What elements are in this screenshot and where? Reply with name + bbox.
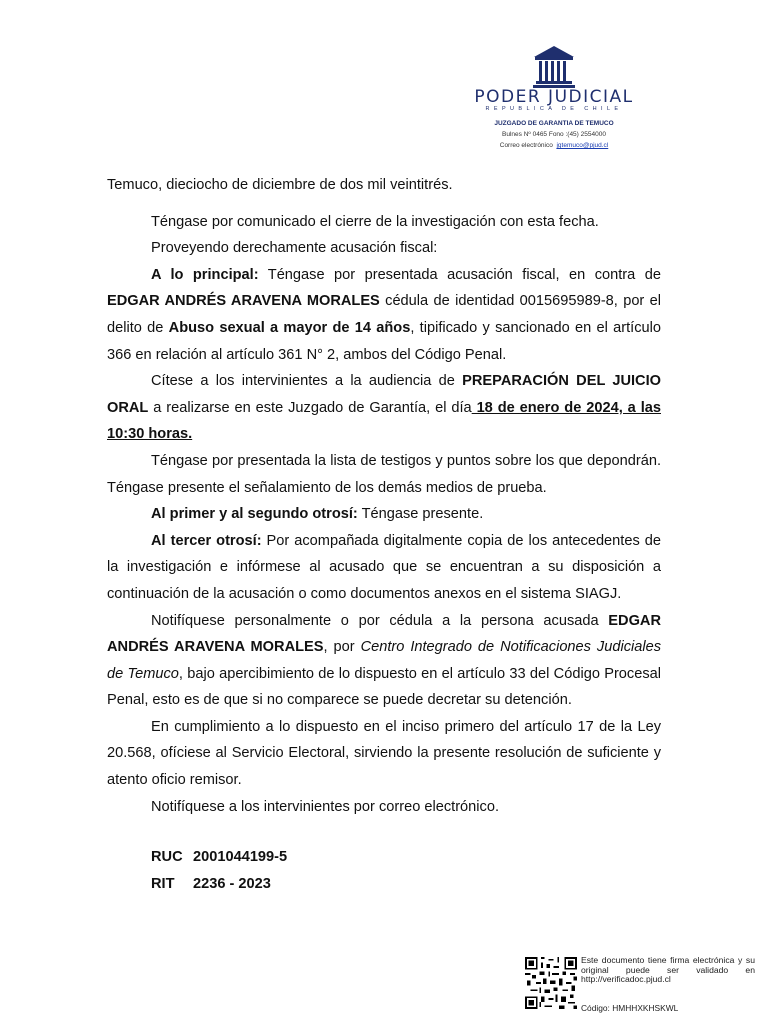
court-email <box>458 140 650 151</box>
electronic-signature <box>525 956 765 1016</box>
paragraph-closing: Téngase por comunicado el cierre de la investigación con esta fecha. <box>151 213 599 230</box>
ruc-value: 2001044199-5 <box>193 849 288 866</box>
label-otrosi-1-2: Al primer y al segundo otrosí: <box>151 506 358 523</box>
resolution-body <box>107 172 661 897</box>
verification-code: Código: HMHHXKHSKWL <box>581 1003 679 1013</box>
paragraph-witnesses: Téngase por presentada la lista de testigos y puntos sobre los que depondrán. Téngase presente el señalamiento de los demás medios de prueba. <box>107 452 661 496</box>
court-name: JUZGADO DE GARANTIA DE TEMUCO <box>494 120 614 127</box>
label-principal: A lo principal: <box>151 266 259 283</box>
paragraph-servel: En cumplimiento a lo dispuesto en el inciso primero del artículo 17 de la Ley 20.568, ofíciese al Servicio Electoral, sirviendo la presente resolución de suficiente y atento oficio remisor. <box>107 718 661 789</box>
hearing-type: PREPARACIÓN DEL JUICIO ORAL <box>107 373 662 416</box>
paragraph-provision: Proveyendo derechamente acusación fiscal: <box>151 240 438 257</box>
hearing-date: 18 de enero de 2024, a las 10:30 horas. <box>107 399 661 443</box>
ruc-label: RUC <box>151 849 183 866</box>
rit-value: 2236 - 2023 <box>193 875 271 892</box>
letterhead <box>458 44 650 151</box>
paragraph-otrosi-3: Al tercer otrosí: Por acompañada digitalmente copia de los antecedentes de la investigación e infórmese al acusado que se encuentran a su disposición a continuación de la acusación o como documentos anexos en el sistema SIAGJ. <box>107 532 661 602</box>
email-link[interactable]: jgtemuco@pjud.cl <box>556 142 609 149</box>
rit-line <box>107 871 661 898</box>
letterhead-title: PODER JUDICIAL <box>474 87 634 107</box>
rit-label: RIT <box>151 875 175 892</box>
court-address: Bulnes Nº 0465 Fono :(45) 2554000 <box>502 131 606 138</box>
paragraph-notify-parties: Notifíquese a los intervinientes por correo electrónico. <box>151 798 499 815</box>
signature-notice: Este documento tiene firma electrónica y su original puede ser validado en http://verificadoc.pjud.cl <box>581 955 755 984</box>
courthouse-logo-icon <box>531 44 577 88</box>
spacer <box>107 820 661 844</box>
paragraph-hearing: Cítese a los intervinientes a la audiencia de PREPARACIÓN DEL JUICIO ORAL a realizarse en este Juzgado de Garantía, el día 18 de enero de 2024, a las 10:30 horas. <box>107 373 662 443</box>
email-label: Correo electrónico <box>499 142 553 149</box>
ruc-line <box>107 844 661 871</box>
accused-name-2: EDGAR ANDRÉS ARAVENA MORALES <box>107 612 661 656</box>
paragraph-otrosi-1-2: Al primer y al segundo otrosí: Téngase presente. <box>151 506 484 523</box>
label-otrosi-3: Al tercer otrosí: <box>151 532 262 549</box>
date-line: Temuco, dieciocho de diciembre de dos mil veintitrés. <box>107 177 453 193</box>
crime-name: Abuso sexual a mayor de 14 años <box>168 319 411 336</box>
notification-center: Centro Integrado de Notificaciones Judiciales de Temuco <box>107 639 661 682</box>
letterhead-subtitle: REPUBLICA DE CHILE <box>485 106 623 112</box>
paragraph-main: A lo principal: Téngase por presentada acusación fiscal, en contra de EDGAR ANDRÉS ARAVENA MORALES cédula de identidad 0015695989-8, por el delito de Abuso sexual a mayor de 14 años, tipificado y sancionado en el artículo 366 en relación al artículo 361 N° 2, ambos del Código Penal. <box>107 266 661 363</box>
paragraph-notify-accused: Notifíquese personalmente o por cédula a la persona acusada EDGAR ANDRÉS ARAVENA MORALES, por Centro Integrado de Notificaciones Judiciales de Temuco, bajo apercibimiento de lo dispuesto en el artículo 33 del Código Procesal Penal, esto es de que si no comparece se puede decretar su detención. <box>107 612 661 709</box>
qr-code-icon <box>525 957 577 1009</box>
accused-name: EDGAR ANDRÉS ARAVENA MORALES <box>107 293 380 310</box>
